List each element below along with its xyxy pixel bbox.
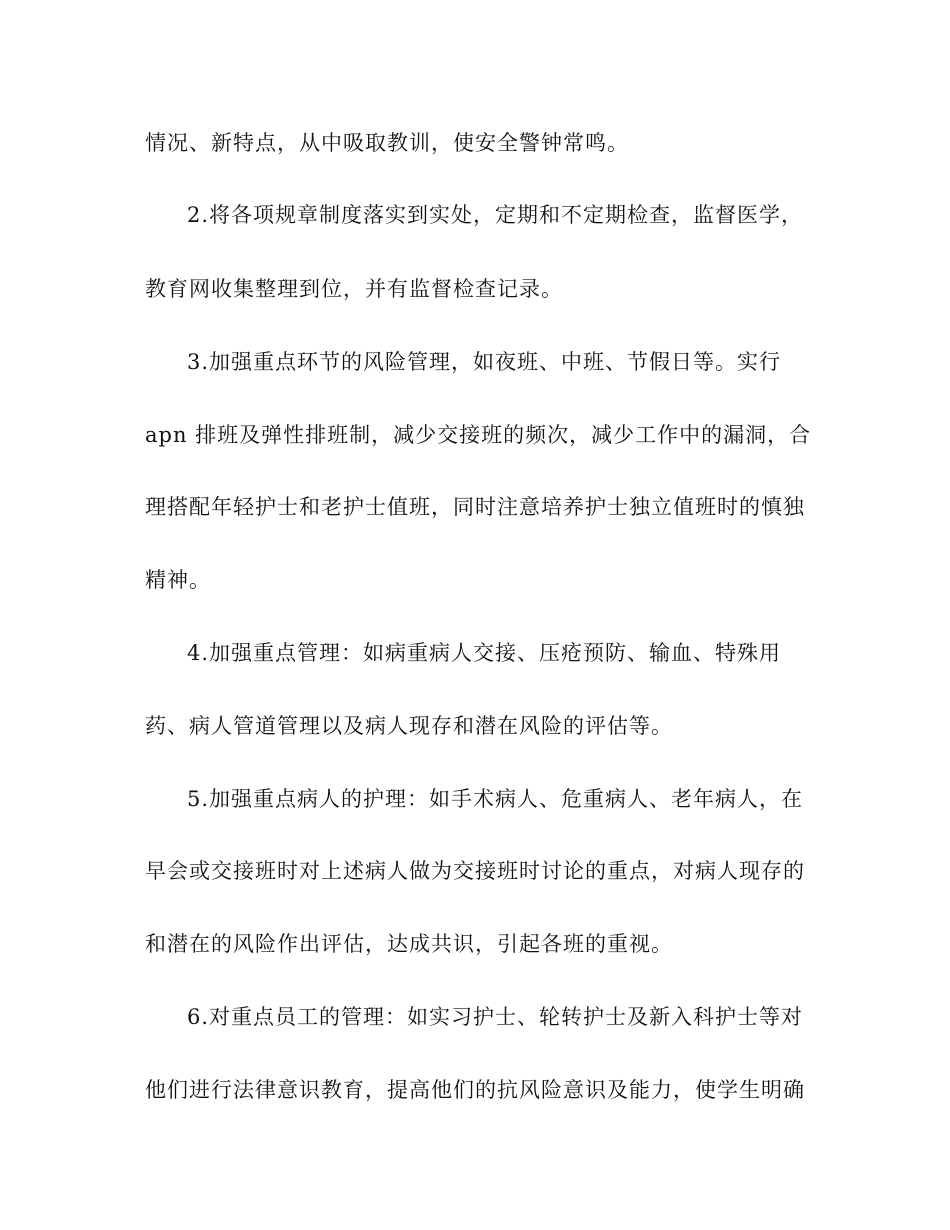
text-line-1: 情况、新特点，从中吸取教训，使安全警钟常鸣。 (145, 131, 629, 155)
item-3-line-1: 3.加强重点环节的风险管理，如夜班、中班、节假日等。实行 (187, 350, 782, 374)
item-5-line-3: 和潜在的风险作出评估，达成共识，引起各班的重视。 (145, 932, 673, 956)
item-6-line-1: 6.对重点员工的管理：如实习护士、轮转护士及新入科护士等对 (187, 1005, 804, 1029)
item-2-line-2: 教育网收集整理到位，并有监督检查记录。 (145, 277, 563, 301)
item-5-line-2: 早会或交接班时对上述病人做为交接班时讨论的重点，对病人现存的 (145, 859, 805, 883)
item-4-line-1: 4.加强重点管理：如病重病人交接、压疮预防、输血、特殊用 (187, 641, 782, 665)
item-3-line-4: 精神。 (145, 568, 211, 592)
item-2-line-1: 2.将各项规章制度落实到实处，定期和不定期检查，监督医学， (187, 203, 804, 227)
item-5-line-1: 5.加强重点病人的护理：如手术病人、危重病人、老年病人，在 (187, 787, 804, 811)
item-3-line-3: 理搭配年轻护士和老护士值班，同时注意培养护士独立值班时的慎独 (145, 495, 805, 519)
item-4-line-2: 药、病人管道管理以及病人现存和潜在风险的评估等。 (145, 714, 673, 738)
item-6-line-2: 他们进行法律意识教育，提高他们的抗风险意识及能力，使学生明确 (145, 1078, 805, 1102)
item-3-line-2: apn 排班及弹性排班制，减少交接班的频次，减少工作中的漏洞，合 (145, 423, 812, 447)
